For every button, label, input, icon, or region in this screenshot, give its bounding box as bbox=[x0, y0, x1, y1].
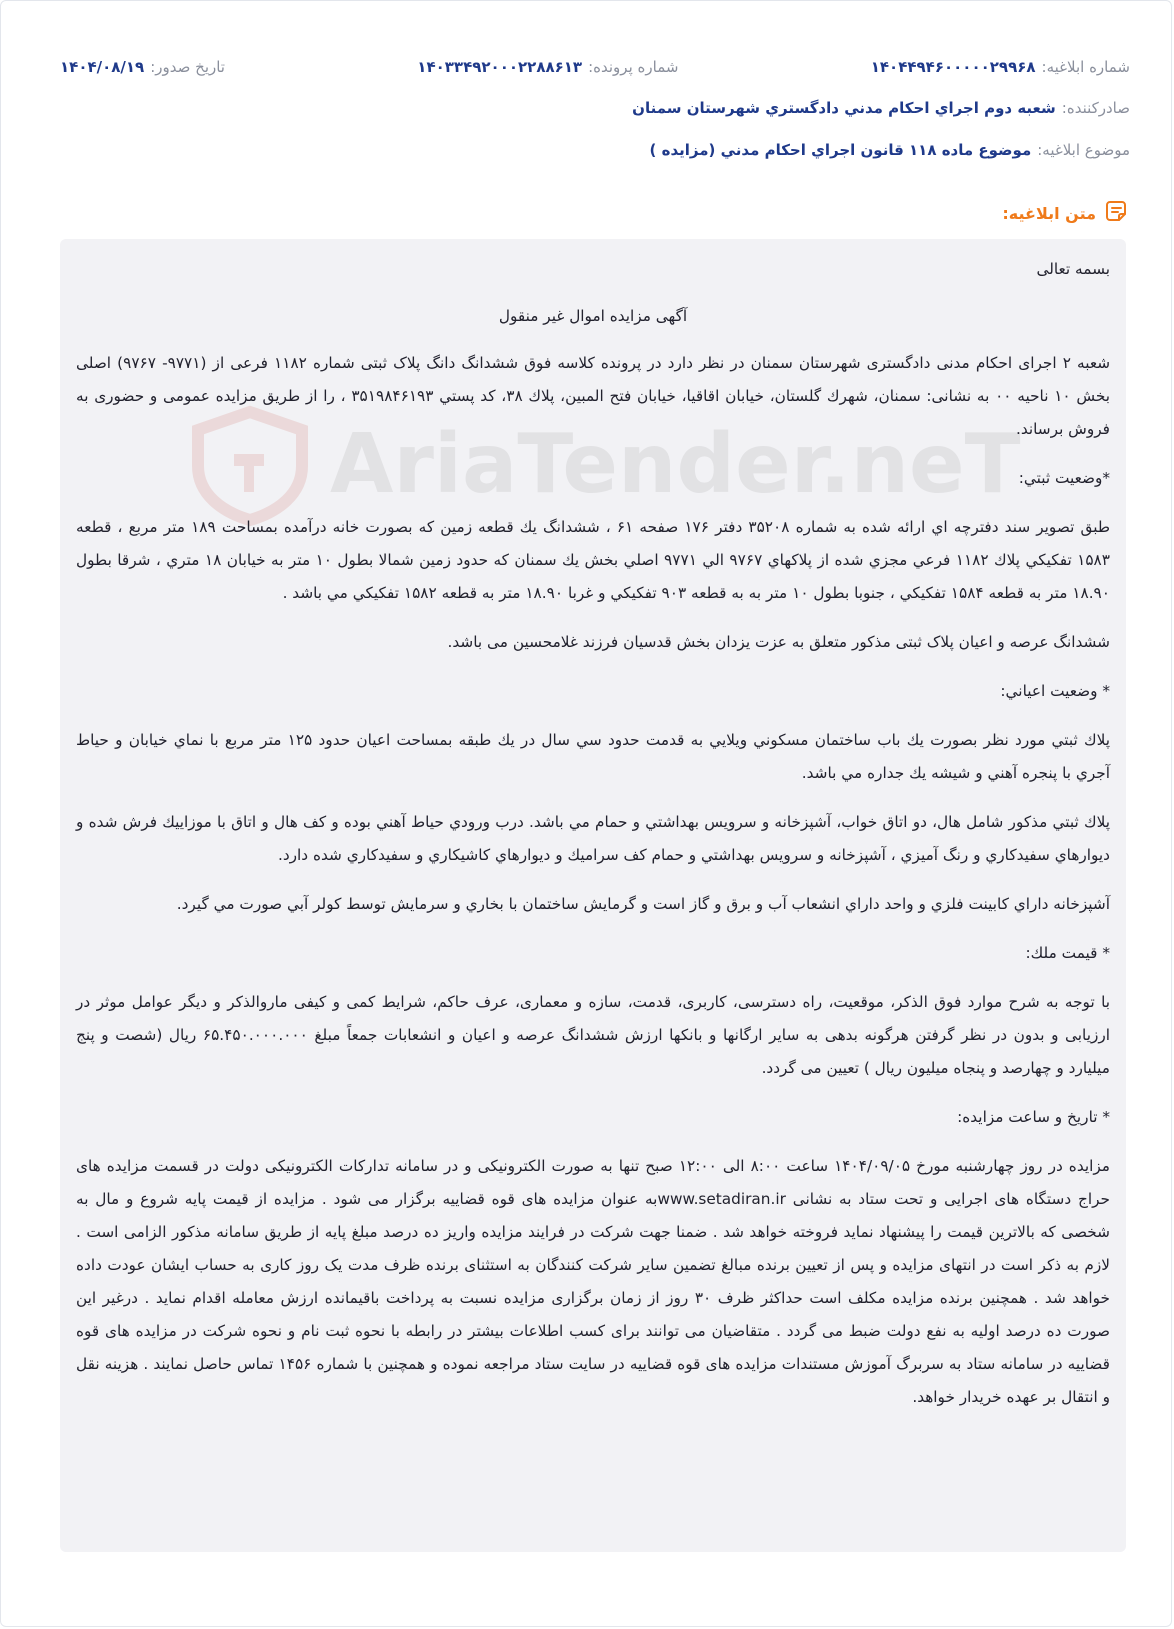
body-paragraph: با توجه به شرح موارد فوق الذکر، موقعیت، راه دسترسی، کاربری، قدمت، سازه و معماری، عرف حاکم، شرایط کمی و کیفی ماروالذکر و دیگر عوامل موثر در ارزیابی و بدون در نظر گرفتن هرگونه بدهی به سایر ارگانها و بانکها ارزش ششدانگ عرصه و اعيان و انشعابات جمعاً مبلغ ۶۵.۴۵۰.۰۰۰.۰۰۰ ريال (شصت و پنج میلیارد و چهارصد و پنجاه میلیون ريال ) تعیین می گردد. bbox=[76, 993, 1110, 1077]
notice-number-value: ۱۴۰۴۴۹۴۶۰۰۰۰۰۲۹۹۶۸ bbox=[870, 58, 1036, 76]
notice-text-heading bbox=[1002, 198, 1130, 228]
subject-label: موضوع ابلاغيه: bbox=[1037, 141, 1130, 159]
case-number-label: شماره پرونده: bbox=[588, 58, 679, 76]
issue-date-label: تاريخ صدور: bbox=[150, 58, 225, 76]
body-paragraph: مزایده در روز چهارشنبه مورخ ۱۴۰۴/۰۹/۰۵ ساعت ۸:۰۰ الی ۱۲:۰۰ صبح تنها به صورت الکترونیکی و در سامانه تدارکات الکترونیکی دولت در قسمت مزایده های حراج دستگاه های اجرایی و تحت ستاد به نشانی www.setadiran.irبه عنوان مزایده های قوه قضاییه برگزار می شود . مزایده از قیمت پایه شروع و مال به شخصی که بالاترین قیمت را پیشنهاد نماید فروخته خواهد شد . ضمنا جهت شرکت در فرایند مزایده واریز ده درصد مبلغ پایه از طریق سامانه مذکور الزامی است . لازم به ذکر است در انتهای مزایده و پس از تعیین برنده مبالغ تضمین سایر شرکت کنندگان به استثنای برنده ظرف مدت یک روز کاری به حساب ایشان عودت داده خواهد شد . همچنین برنده مزایده مکلف است حداکثر ظرف ۳۰ روز از زمان برگزاری مزایده نسبت به پرداخت باقیمانده ارزش معامله اقدام نماید . درغیر این صورت ده درصد اولیه به نفع دولت ضبط می گردد . متقاضیان می توانند برای کسب اطلاعات بیشتر در رابطه با نحوه ثبت نام و نحوه شرکت در مزایده های قوه قضاییه در سامانه ستاد به سربرگ آموزش مستندات مزایده های قوه قضاییه در سایت ستاد مراجعه نموده و همچنین با شماره ۱۴۵۶ تماس حاصل نمایند . هزینه نقل و انتقال بر عهده خریدار خواهد. bbox=[76, 1157, 1110, 1406]
body-paragraph: پلاك ثبتي مورد نظر بصورت يك باب ساختمان مسكوني ويلايي به قدمت حدود سي سال در يك طبقه بمساحت اعيان حدود ۱۲۵ متر مربع با نماي خيابان و حياط آجري با پنجره آهني و شيشه يك جداره مي باشد. bbox=[76, 731, 1110, 782]
issuer-label: صادرکننده: bbox=[1061, 99, 1130, 117]
issue-date bbox=[60, 58, 225, 82]
section-label: * تاریخ و ساعت مزایده: bbox=[957, 1108, 1110, 1126]
issuer-value: شعبه دوم اجراي احكام مدني دادگستري شهرستان سمنان bbox=[632, 99, 1056, 117]
body-paragraph: طبق تصوير سند دفترچه اي ارائه شده به شماره ۳۵۲۰۸ دفتر ۱۷۶ صفحه ۶۱ ، ششدانگ يك قطعه زمين كه بصورت خانه درآمده بمساحت ۱۸۹ متر مربع ، قطعه ۱۵۸۳ تفكيكي پلاك ۱۱۸۲ فرعي مجزي شده از پلاكهاي ۹۷۶۷ الي ۹۷۷۱ اصلي بخش يك سمنان كه حدود زمين شمالا بطول ۱۰ متر به خيابان ۱۸ متري ، شرقا بطول ۱۸.۹۰ متر به قطعه ۱۵۸۴ تفكيكي ، جنوبا بطول ۱۰ متر به به قطعه ۹۰۳ تفكيكي و غربا ۱۸.۹۰ متر به قطعه ۱۵۸۲ تفكيكي مي باشد . bbox=[76, 518, 1111, 602]
notice-body bbox=[60, 239, 1126, 1552]
issue-date-value: ۱۴۰۴/۰۸/۱۹ bbox=[60, 58, 145, 76]
notice-text-title: متن ابلاغيه: bbox=[1002, 203, 1096, 223]
notice-number-label: شماره ابلاغيه: bbox=[1041, 58, 1130, 76]
subject-row bbox=[60, 141, 1130, 159]
notice-meta-row bbox=[60, 58, 1130, 82]
notice-heading: آگهی مزایده اموال غیر منقول bbox=[498, 307, 688, 325]
body-paragraph: ششدانگ عرصه و اعیان پلاک ثبتی مذکور متعلق به عزت یزدان بخش قدسیان فرزند غلامحسین می باشد. bbox=[447, 633, 1110, 651]
case-number-value: ۱۴۰۳۳۴۹۲۰۰۰۲۲۸۸۶۱۳ bbox=[417, 58, 583, 76]
issuer-row bbox=[60, 99, 1130, 117]
case-number bbox=[417, 58, 678, 82]
document-note-icon bbox=[1104, 198, 1130, 228]
notice-number bbox=[871, 58, 1130, 82]
watermark-text: AriaTender.neT bbox=[330, 417, 1021, 512]
subject-value: موضوع ماده ۱۱۸ قانون اجراي احكام مدني (مزايده ) bbox=[649, 141, 1032, 159]
body-line: بسمه تعالی bbox=[1036, 260, 1110, 278]
body-paragraph: پلاك ثبتي مذكور شامل هال، دو اتاق خواب، آشپزخانه و سرويس بهداشتي و حمام مي باشد. درب ورودي حياط آهني بوده و كف هال و اتاق با موزاييك فرش شده و ديوارهاي سفيدكاري و رنگ آميزي ، آشپزخانه و سرويس بهداشتي و حمام كف سراميك و ديوارهاي كاشيكاري و سفيدكاري شده دارد. bbox=[76, 813, 1110, 864]
section-label: * وضعيت اعياني: bbox=[1000, 682, 1110, 700]
body-paragraph: شعبه ۲ اجرای احکام مدنی دادگستری شهرستان سمنان در نظر دارد در پرونده کلاسه فوق ششدانگ دانگ پلاک ثبتی شماره ۱۱۸۲ فرعی از (۹۷۷۱- ۹۷۶۷) اصلی بخش ۱۰ ناحیه ۰۰ به نشانی: سمنان، شهرك گلستان، خيابان اقاقيا، خيابان فتح المبين، پلاك ۳۸، كد پستي ۳۵۱۹۸۴۶۱۹۳ ، را از طریق مزایده عمومی و حضوری به فروش برساند. bbox=[76, 354, 1111, 438]
section-label: * قيمت ملك: bbox=[1025, 944, 1110, 962]
body-paragraph: آشپزخانه داراي كابينت فلزي و واحد داراي انشعاب آب و برق و گاز است و گرمايش ساختمان با بخاري و سرمايش توسط كولر آبي صورت مي گيرد. bbox=[176, 895, 1110, 913]
section-label: *وضعیت ثبتي: bbox=[1018, 469, 1110, 487]
